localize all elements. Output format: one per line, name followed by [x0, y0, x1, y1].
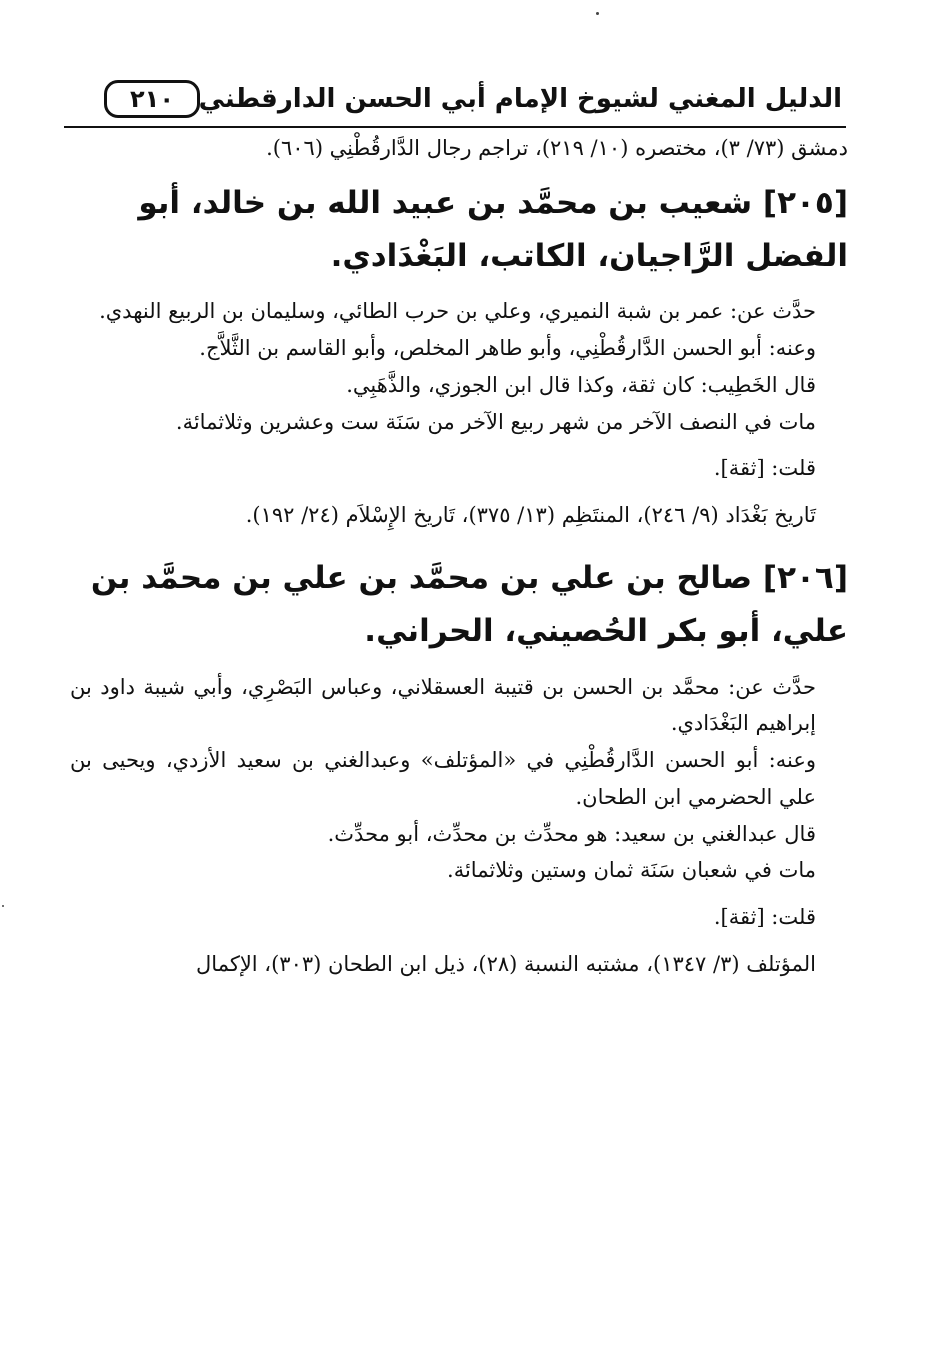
reference-line: دمشق (٧٣/ ٣)، مختصره (١٠/ ٢١٩)، تراجم رجال الدَّارقُطْنِي (٦٠٦).: [266, 136, 848, 160]
entry-205-title: [٢٠٥] شعيب بن محمَّد بن عبيد الله بن خالد، أبو الفضل الرَّاجيان، الكاتب، البَغْدَادي.: [138, 184, 848, 275]
entry-205-death: مات في النصف الآخر من شهر ربيع الآخر من سَنَة ست وعشرين وثلاثمائة.: [175, 409, 816, 434]
scan-speck: [2, 905, 4, 907]
entry-206-death: مات في شعبان سَنَة ثمان وستين وثلاثمائة.: [447, 858, 816, 883]
entry-206-sources: المؤتلف (٣/ ١٣٤٧)، مشتبه النسبة (٢٨)، ذيل ابن الطحان (٣٠٣)، الإكمال: [196, 951, 816, 976]
header-rule: [64, 126, 846, 128]
entry-205-verdict: قلت: [ثقة].: [713, 456, 816, 481]
entry-205-sources: تَاريخ بَغْدَاد (٩/ ٢٤٦)، المنتَظِم (١٣/ ٣٧٥)، تَاريخ الإِسْلاَم (٢٤/ ١٩٢).: [245, 503, 816, 528]
entry-206-grading: قال عبدالغني بن سعيد: هو محدِّث بن محدِّث، أبو محدِّث.: [327, 821, 816, 846]
entry-205-teachers: حدَّث عن: عمر بن شبة النميري، وعلي بن حرب الطائي، وسليمان بن الربيع النهدي.: [99, 299, 816, 324]
entry-205-grading: قال الخَطِيب: كان ثقة، وكذا قال ابن الجوزي، والذَّهَبِي.: [346, 372, 816, 397]
page-header: [64, 78, 846, 130]
page-body: [70, 130, 848, 983]
entry-206-verdict: قلت: [ثقة].: [713, 905, 816, 929]
page-number-badge: ٢١٠: [104, 80, 200, 118]
entry-206-teachers: حدَّث عن: محمَّد بن الحسن بن قتيبة العسقلاني، وعباس البَصْرِي، وأبي شيبة داود بن إبراهيم البَغْدَادي.: [70, 674, 816, 736]
entry-206-title: [٢٠٦] صالح بن علي بن محمَّد بن علي بن محمَّد بن علي، أبو بكر الحُصيني، الحراني.: [90, 559, 848, 650]
entry-205-students: وعنه: أبو الحسن الدَّارقُطْنِي، وأبو طاهر المخلص، وأبو القاسم بن الثَّلاَّج.: [199, 336, 816, 361]
entry-206-students: وعنه: أبو الحسن الدَّارقُطْنِي في «المؤتلف» وعبدالغني بن سعيد الأزدي، ويحيى بن علي الحضرمي ابن الطحان.: [70, 748, 816, 809]
scan-speck: [596, 12, 599, 15]
running-title: الدليل المغني لشيوخ الإمام أبي الحسن الدارقطني: [198, 84, 842, 114]
